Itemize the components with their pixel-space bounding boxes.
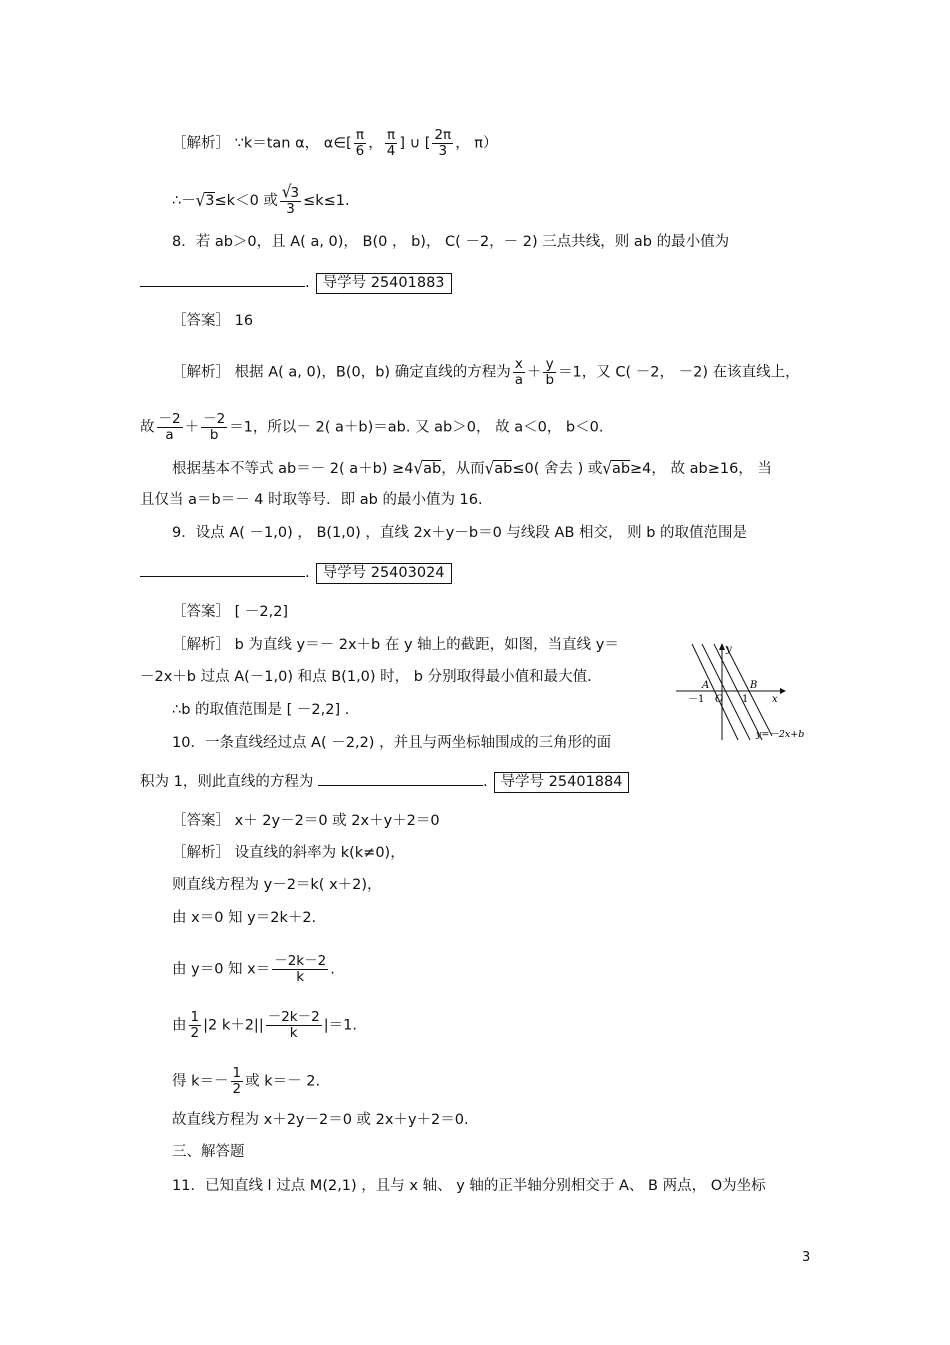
question-9: 9．设点 A( －1,0) ， B(1,0) ，直线 2x＋y－b＝0 与线段 AB 相交， 则 b 的取值范围是 (172, 525, 748, 541)
guide-number-box: 导学号 25403024 (316, 563, 452, 584)
answer-q10: ［答案］ x＋ 2y－2＝0 或 2x＋y＋2＝0 (172, 813, 440, 829)
answer-q9: ［答案］ [ －2,2] (172, 604, 289, 620)
graph-line-3 (714, 644, 762, 740)
analysis-q10-line4: 由 y＝0 知 x＝ $\frac{-2k-2}{k}$ . (172, 953, 335, 985)
fraction-pi-over-6: $\frac{\pi}{6}$ (355, 127, 365, 159)
analysis-q10-line1: ［解析］ 设直线的斜率为 k(k≠0)， (172, 845, 405, 861)
question-10-line1: 10．一条直线经过点 A( －2,2) ，并且与两坐标轴围成的三角形的面 (172, 735, 612, 751)
x-axis-label: x (772, 694, 778, 705)
fraction-2pi-over-3: $\frac{2\pi}{3}$ (434, 127, 452, 159)
analysis-q10-line3: 由 x＝0 知 y＝2k＋2. (172, 910, 317, 926)
point-a-label: A (702, 680, 710, 691)
fraction-pi-over-4: $\frac{\pi}{4}$ (386, 127, 396, 159)
answer-blank[interactable] (318, 771, 483, 786)
analysis-q10-line2: 则直线方程为 y－2＝k( x＋2)， (172, 877, 382, 893)
question-8: 8．若 ab＞0，且 A( a, 0)， B(0 ， b)， C( －2，－ 2) 三点共线，则 ab 的最小值为 (172, 234, 730, 250)
line-equation-label: y=－2x+b (756, 729, 805, 740)
analysis-q9-line1: ［解析］ b 为直线 y＝－ 2x＋b 在 y 轴上的截距，如图，当直线 y＝ (172, 637, 619, 653)
page-number: 3 (802, 1250, 811, 1265)
question-9-answer-line: . 导学号 25403024 (140, 562, 452, 584)
analysis-q10-line7: 故直线方程为 x＋2y－2＝0 或 2x＋y＋2＝0. (172, 1112, 469, 1128)
answer-q8: ［答案］ 16 (172, 313, 254, 329)
x-axis-arrow-icon (780, 688, 786, 694)
analysis-q10-line5: 由 $\frac{1}{2}$ |2 k＋2|| $\frac{-2k-2}{k}$ |＝1. (172, 1009, 357, 1041)
question-8-answer-line: . 导学号 25401883 (140, 272, 452, 294)
guide-number-box: 导学号 25401884 (494, 772, 630, 793)
graph-line-1 (692, 644, 738, 740)
analysis-q9-line2: －2x＋b 过点 A(－1,0) 和点 B(1,0) 时， b 分别取得最小值和最大值. (140, 669, 592, 685)
line-graph-figure (676, 640, 810, 744)
point-b-label: B (750, 680, 758, 691)
answer-blank[interactable] (140, 272, 305, 287)
answer-blank[interactable] (140, 562, 305, 577)
tick-minus-one-label: －1 (688, 694, 705, 705)
question-10-line2: 积为 1，则此直线的方程为 . 导学号 25401884 (140, 771, 629, 793)
analysis-q10-line6: 得 k＝－ $\frac{1}{2}$ 或 k＝－ 2. (172, 1065, 321, 1097)
analysis-q8-line2: 故 $\frac{-2}{a}$ ＋ $\frac{-2}{b}$ ＝1，所以－ 2( a＋b)＝ab. 又 ab＞0， 故 a＜0， b＜0. (140, 411, 604, 443)
analysis-q7-line2: ∴－√3≤k＜0 或 $\frac{√3}{3}$ ≤k≤1. (172, 181, 350, 217)
section-heading: 三、解答题 (172, 1144, 245, 1160)
origin-label: O (715, 694, 724, 705)
question-11: 11．已知直线 l 过点 M(2,1) ，且与 x 轴、 y 轴的正半轴分别相交于 A、 B 两点， O为坐标 (172, 1178, 766, 1194)
analysis-q8-line3: 根据基本不等式 ab＝－ 2( a＋b) ≥4√ab，从而√ab≤0( 舍去 ) 或√ab≥4， 故 ab≥16， 当 (172, 457, 772, 479)
y-axis-arrow-icon (719, 643, 725, 650)
analysis-q9-line3: ∴b 的取值范围是 [ －2,2] . (172, 702, 350, 718)
y-axis-label: y (726, 644, 732, 655)
guide-number-box: 导学号 25401883 (316, 273, 452, 294)
fraction-sqrt3-over-3: $\frac{√3}{3}$ (281, 181, 300, 217)
analysis-q7-line1: ［解析］ ∵k＝tan α， α∈[ $\frac{\pi}{6}$ ， $\frac{\pi}{4}$ ] ∪ [ $\frac{2\pi}{3}$ ， π） (172, 127, 498, 159)
graph-line-2 (702, 644, 750, 740)
tick-one-label: 1 (742, 694, 749, 705)
analysis-q8-line4: 且仅当 a＝b＝－ 4 时取等号．即 ab 的最小值为 16. (140, 492, 483, 508)
analysis-q8-line1: ［解析］ 根据 A( a, 0)，B(0，b) 确定直线的方程为 $\frac{x}{a}$ ＋ $\frac{y}{b}$ ＝1，又 C( －2， －2) 在该直线上， (172, 356, 800, 388)
